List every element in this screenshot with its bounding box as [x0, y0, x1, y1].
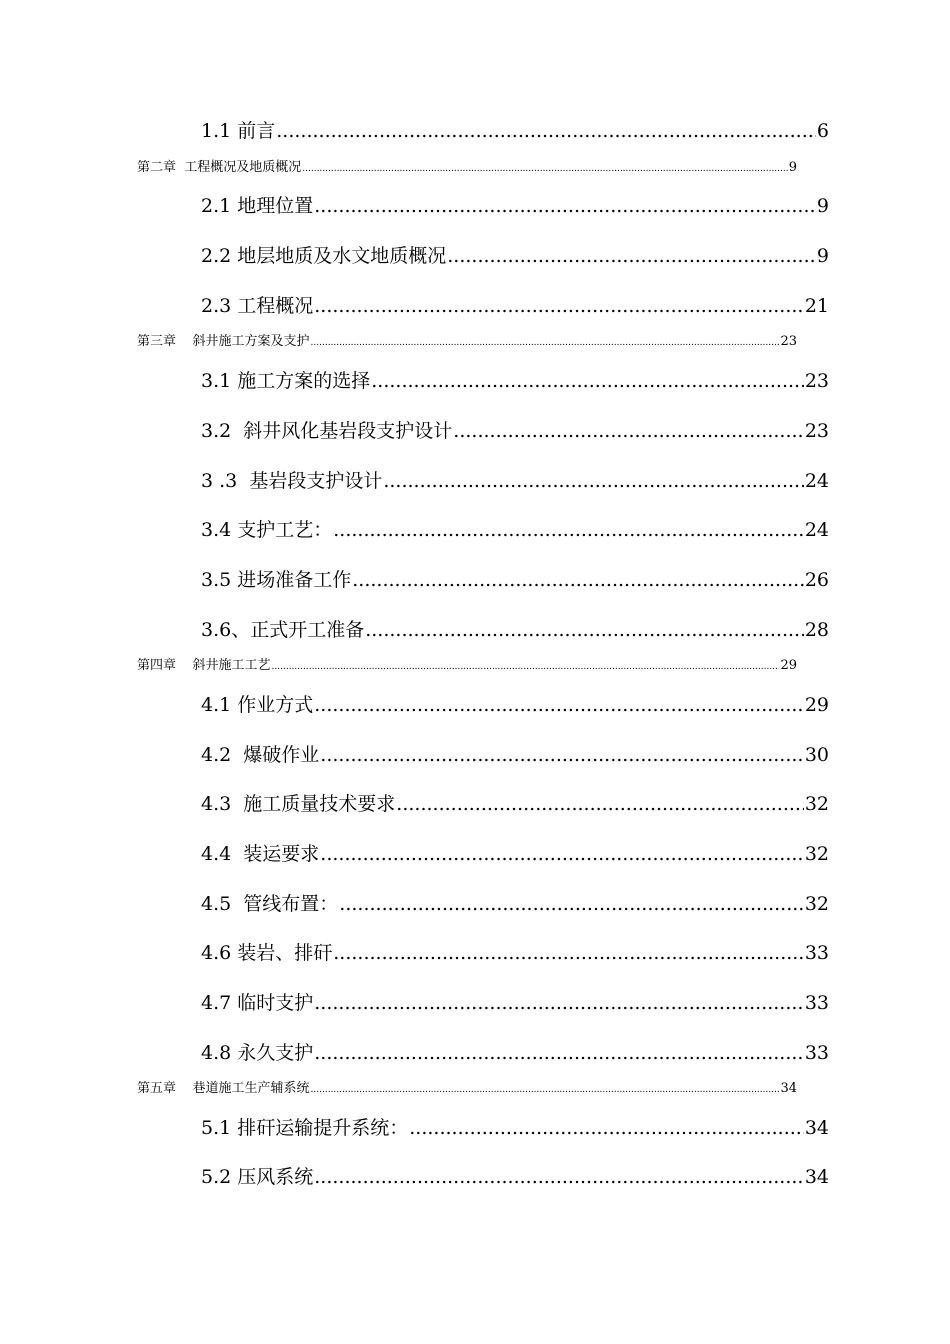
toc-entry-title: 3.5 进场准备工作	[201, 569, 352, 591]
toc-leader-dots	[311, 333, 780, 352]
toc-entry-3-3[interactable]	[201, 466, 829, 496]
toc-leader-dots	[320, 839, 804, 869]
toc-entry-2-1[interactable]	[201, 191, 829, 221]
toc-entry-3-6[interactable]	[201, 615, 829, 645]
toc-leader-dots	[333, 938, 804, 968]
toc-leader-dots	[365, 615, 804, 645]
toc-entry-title: 4.5 管线布置：	[201, 893, 339, 915]
toc-leader-dots	[314, 1038, 804, 1068]
toc-chapter-page: 9	[788, 160, 797, 175]
toc-chapter-2[interactable]	[137, 158, 797, 178]
toc-entry-page: 33	[804, 992, 829, 1014]
toc-entry-3-5[interactable]	[201, 565, 829, 595]
toc-leader-dots	[447, 241, 816, 271]
toc-entry-title: 4.6 装岩、排矸	[201, 942, 333, 964]
toc-leader-dots	[371, 366, 804, 396]
toc-leader-dots	[276, 116, 816, 146]
toc-chapter-title: 第五章 巷道施工生产辅系统	[137, 1081, 310, 1096]
toc-entry-page: 33	[804, 942, 829, 964]
toc-entry-title: 2.3 工程概况	[201, 295, 314, 317]
toc-entry-title: 3 .3 基岩段支护设计	[201, 470, 383, 492]
toc-entry-title: 4.1 作业方式	[201, 694, 314, 716]
toc-leader-dots	[314, 191, 816, 221]
toc-entry-page: 9	[816, 245, 829, 267]
toc-leader-dots	[314, 291, 804, 321]
toc-entry-title: 5.2 压风系统	[201, 1166, 314, 1188]
toc-entry-4-7[interactable]	[201, 988, 829, 1018]
toc-entry-title: 1.1 前言	[201, 120, 276, 142]
toc-entry-title: 4.8 永久支护	[201, 1042, 314, 1064]
toc-entry-page: 32	[804, 843, 829, 865]
toc-entry-page: 23	[804, 370, 829, 392]
toc-entry-title: 2.2 地层地质及水文地质概况	[201, 245, 447, 267]
toc-leader-dots	[314, 1162, 804, 1192]
toc-entry-1-1[interactable]	[201, 116, 829, 146]
toc-entry-2-3[interactable]	[201, 291, 829, 321]
toc-entry-page: 32	[804, 793, 829, 815]
toc-leader-dots	[302, 159, 787, 178]
toc-chapter-title: 第二章 工程概况及地质概况	[137, 160, 302, 175]
toc-entry-title: 4.4 装运要求	[201, 843, 320, 865]
toc-entry-5-1[interactable]	[201, 1113, 829, 1143]
toc-entry-3-1[interactable]	[201, 366, 829, 396]
toc-chapter-3[interactable]	[137, 332, 797, 352]
toc-entry-page: 33	[804, 1042, 829, 1064]
toc-leader-dots	[333, 515, 804, 545]
toc-entry-page: 24	[804, 470, 829, 492]
toc-entry-3-4[interactable]	[201, 515, 829, 545]
toc-entry-page: 23	[804, 420, 829, 442]
toc-entry-4-8[interactable]	[201, 1038, 829, 1068]
toc-entry-page: 24	[804, 519, 829, 541]
toc-entry-title: 2.1 地理位置	[201, 195, 314, 217]
toc-entry-title: 4.3 施工质量技术要求	[201, 793, 396, 815]
toc-leader-dots	[272, 657, 780, 676]
toc-leader-dots	[314, 988, 804, 1018]
toc-entry-page: 34	[804, 1117, 829, 1139]
toc-leader-dots	[339, 889, 804, 919]
toc-chapter-page: 23	[780, 334, 797, 349]
toc-entry-title: 5.1 排矸运输提升系统：	[201, 1117, 409, 1139]
toc-leader-dots	[383, 466, 803, 496]
toc-leader-dots	[409, 1113, 804, 1143]
toc-entry-4-4[interactable]	[201, 839, 829, 869]
toc-entry-2-2[interactable]	[201, 241, 829, 271]
toc-entry-4-2[interactable]	[201, 740, 829, 770]
toc-entry-4-1[interactable]	[201, 690, 829, 720]
toc-entry-3-2[interactable]	[201, 416, 829, 446]
toc-chapter-4[interactable]	[137, 656, 797, 676]
toc-chapter-title: 第四章 斜井施工工艺	[137, 658, 271, 673]
toc-entry-page: 32	[804, 893, 829, 915]
toc-leader-dots	[352, 565, 804, 595]
toc-entry-4-6[interactable]	[201, 938, 829, 968]
toc-entry-page: 29	[804, 694, 829, 716]
toc-leader-dots	[396, 789, 804, 819]
toc-entry-title: 3.4 支护工艺：	[201, 519, 333, 541]
toc-entry-page: 28	[804, 619, 829, 641]
toc-entry-page: 30	[804, 744, 829, 766]
toc-entry-title: 4.7 临时支护	[201, 992, 314, 1014]
toc-entry-title: 3.2 斜井风化基岩段支护设计	[201, 420, 453, 442]
toc-chapter-title: 第三章 斜井施工方案及支护	[137, 334, 310, 349]
toc-entry-5-2[interactable]	[201, 1162, 829, 1192]
toc-entry-page: 21	[804, 295, 829, 317]
toc-entry-page: 6	[816, 120, 829, 142]
toc-entry-title: 3.6、正式开工准备	[201, 619, 365, 641]
toc-chapter-page: 29	[780, 658, 797, 673]
toc-entry-page: 26	[804, 569, 829, 591]
toc-leader-dots	[311, 1080, 780, 1099]
toc-leader-dots	[320, 740, 804, 770]
toc-leader-dots	[453, 416, 804, 446]
toc-entry-4-5[interactable]	[201, 889, 829, 919]
toc-entry-page: 34	[804, 1166, 829, 1188]
toc-entry-page: 9	[816, 195, 829, 217]
toc-entry-4-3[interactable]	[201, 789, 829, 819]
toc-chapter-page: 34	[780, 1081, 797, 1096]
toc-entry-title: 4.2 爆破作业	[201, 744, 320, 766]
toc-chapter-5[interactable]	[137, 1079, 797, 1099]
toc-entry-title: 3.1 施工方案的选择	[201, 370, 371, 392]
toc-leader-dots	[314, 690, 804, 720]
